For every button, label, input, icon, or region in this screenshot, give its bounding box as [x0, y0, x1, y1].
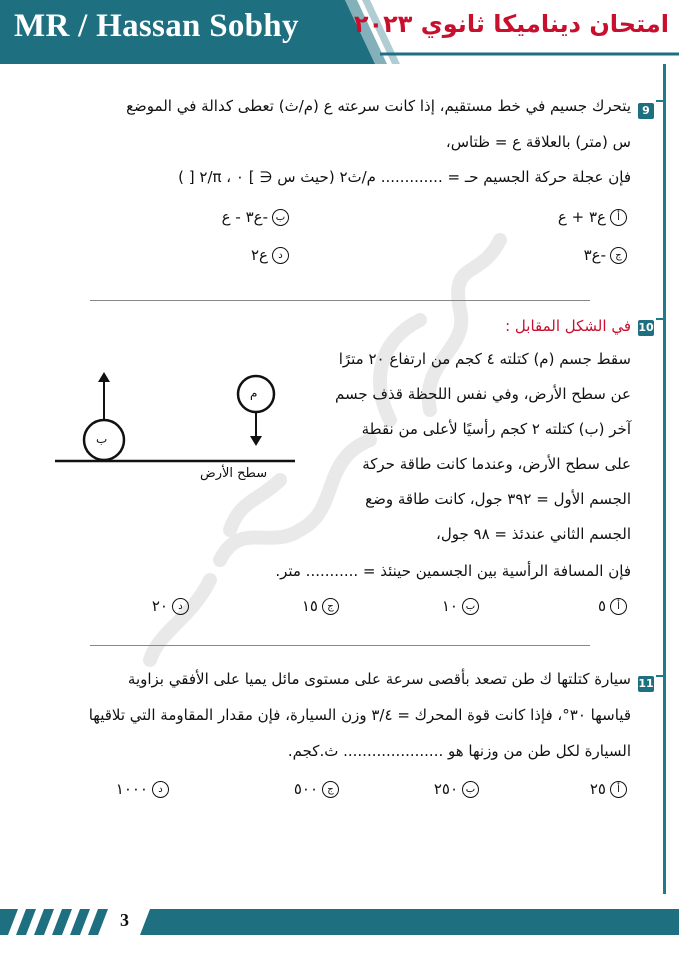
option-text: -ع٣ - ع [221, 208, 268, 226]
q11-option-b[interactable] [434, 780, 479, 798]
option-text: ٢٠ [151, 597, 168, 615]
q10-option-b[interactable] [442, 597, 479, 615]
option-marker-circle: د [172, 598, 189, 615]
q10-figure [50, 360, 300, 490]
option-text: ع٣ + ع [557, 208, 606, 226]
option-text: -ع٣ [583, 246, 606, 264]
q10-text-line: آخر (ب) كتلته ٢ كجم رأسيًا لأعلى من نقطة [361, 420, 631, 438]
q10-option-c[interactable] [302, 597, 339, 615]
rail-tick [656, 675, 664, 677]
q10-heading: في الشكل المقابل : [505, 317, 631, 335]
footer-bar [0, 905, 679, 941]
option-text: ٢٥ [589, 780, 606, 798]
option-marker-circle: ب [272, 209, 289, 226]
option-text: ١٥ [301, 597, 318, 615]
question-number-badge: 10 [638, 321, 654, 334]
q10-option-a[interactable] [598, 597, 627, 615]
q9-text-line1: يتحرك جسيم في خط مستقيم، إذا كانت سرعته ع (م/ث) تعطى كدالة في الموضع [126, 97, 631, 115]
exam-title: امتحان ديناميكا ثانوي ٢٠٢٣ [353, 10, 669, 38]
q11-option-a[interactable] [590, 780, 627, 798]
option-marker-circle: ب [462, 598, 479, 615]
option-text: ٥٠٠ [293, 780, 318, 798]
q11-text-line1: سيارة كتلتها ك طن تصعد بأقصى سرعة على مستوى مائل يميا على الأفقي بزاوية [127, 670, 631, 688]
q9-text-line3: فإن عجلة حركة الجسيم حـ = ............. م/ث٢ (حيث س ∈ ] ٠ ، π/٢ [ ) [178, 168, 631, 186]
q11-text-line3: السيارة لكل طن من وزنها هو ..................... ث.كجم. [287, 742, 631, 760]
option-marker-circle: ج [322, 781, 339, 798]
q9-text-line2: س (متر) بالعلاقة ع = ظتاس، [445, 133, 631, 151]
q11-text-line2: قياسها ٣٠°، فإذا كانت قوة المحرك = ٣/٤ وزن السيارة، فإن مقدار المقاومة التي تلاقيها [88, 706, 631, 724]
option-text: ٥ [597, 597, 606, 615]
question-number-badge: 11 [638, 677, 654, 690]
option-marker-circle: ج [322, 598, 339, 615]
option-text: ع٢ [250, 246, 268, 264]
footer-background [0, 905, 679, 941]
q10-text-line: الجسم الأول = ٣٩٢ جول، كانت طاقة وضع [365, 490, 631, 508]
option-marker-circle: ج [610, 247, 627, 264]
right-rail [663, 64, 666, 894]
option-marker-circle: د [152, 781, 169, 798]
option-marker-circle: أ [610, 209, 627, 226]
q9-option-d[interactable] [251, 246, 289, 264]
q10-text-line: عن سطح الأرض، وفي نفس اللحظة قذف جسم [334, 385, 631, 403]
option-marker-circle: أ [610, 598, 627, 615]
question-divider [90, 300, 590, 301]
q10-text-line: الجسم الثاني عندئذ = ٩٨ جول، [436, 525, 631, 543]
option-marker-circle: أ [610, 781, 627, 798]
q10-option-d[interactable] [152, 597, 189, 615]
q9-option-c[interactable] [584, 246, 627, 264]
option-marker-circle: ب [462, 781, 479, 798]
q10-text-line: على سطح الأرض، وعندما كانت طاقة حركة [362, 455, 631, 473]
q9-option-a[interactable] [558, 208, 627, 226]
q10-text-line: فإن المسافة الرأسية بين الجسمين حينئذ = ........... متر. [275, 562, 631, 580]
option-marker-circle: د [272, 247, 289, 264]
option-text: ٢٥٠ [433, 780, 458, 798]
q11-option-d[interactable] [116, 780, 169, 798]
header-bar [0, 0, 679, 64]
rail-tick [656, 318, 664, 320]
body-b-label: ب [96, 432, 108, 446]
body-m-label: م [250, 386, 258, 400]
option-text: ١٠ [441, 597, 458, 615]
q9-option-b[interactable] [222, 208, 289, 226]
ground-label: سطح الأرض [200, 466, 268, 481]
brand-name: MR / Hassan Sobhy [14, 8, 299, 44]
option-text: ١٠٠٠ [115, 780, 148, 798]
question-divider [90, 645, 590, 646]
q11-option-c[interactable] [294, 780, 339, 798]
page-number: 3 [120, 910, 129, 930]
rail-tick [656, 100, 664, 102]
q10-text-line: سقط جسم (م) كتلته ٤ كجم من ارتفاع ٢٠ مترًا [338, 350, 631, 368]
question-number-badge: 9 [638, 103, 654, 119]
